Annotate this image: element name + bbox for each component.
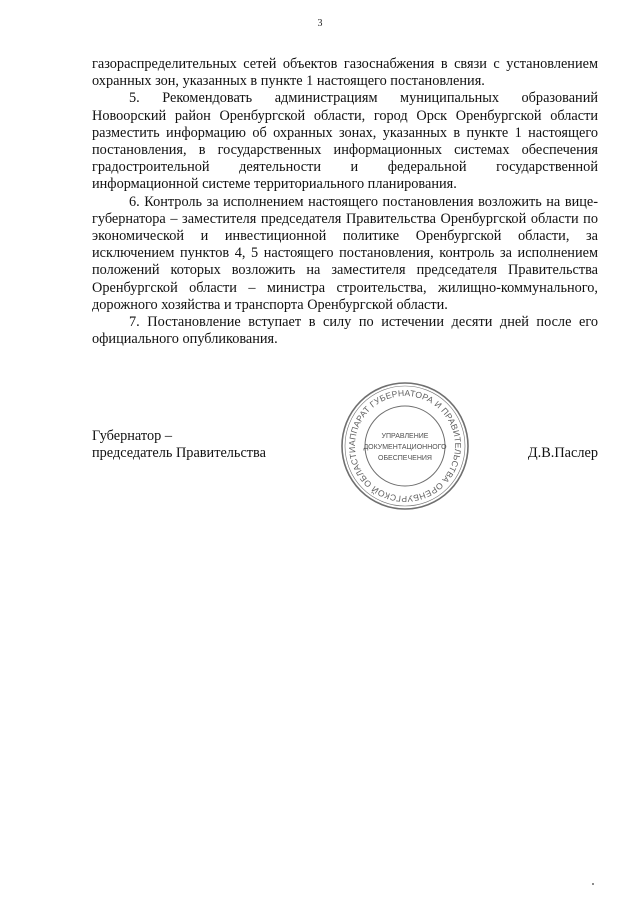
seal-icon	[339, 380, 471, 512]
page-number: 3	[317, 18, 323, 29]
seal-ring-text: АППАРАТ ГУБЕРНАТОРА И ПРАВИТЕЛЬСТВА ОРЕНБУРГСКОЙ ОБЛАСТИ	[346, 387, 464, 505]
paragraph-6: 6. Контроль за исполнением настоящего постановления возложить на вице-губернатора – заместителя председателя Правительства Оренбургской области по экономической и инвестиционной политике Оренбургской области, за исключением пунктов 4, 5 настоящего постановления, контроль за исполнением положений которых возложить на заместителя председателя Правительства Оренбургской области – министра строительства, жилищно-коммунального, дорожного хозяйства и транспорта Оренбургской области.	[92, 193, 598, 313]
signatory-name: Д.В.Паслер	[527, 445, 598, 461]
paragraph-continuation: газораспределительных сетей объектов газоснабжения в связи с установлением охранных зон, указанных в пункте 1 настоящего постановления.	[92, 56, 598, 90]
paragraph-7: 7. Постановление вступает в силу по истечении десяти дней после его официального опубликования.	[92, 314, 598, 348]
document-body	[92, 56, 598, 348]
signatory-position	[92, 428, 266, 462]
scan-mark	[592, 883, 594, 885]
official-seal	[339, 380, 471, 512]
signatory-position-line-1: Губернатор –	[92, 428, 172, 444]
seal-center-line-1: УПРАВЛЕНИЕ	[381, 433, 429, 440]
signatory-position-line-2: председатель Правительства	[92, 445, 266, 462]
seal-center-line-3: ОБЕСПЕЧЕНИЯ	[378, 455, 432, 462]
seal-center-line-2: ДОКУМЕНТАЦИОННОГО	[363, 444, 447, 451]
paragraph-5: 5. Рекомендовать администрациям муниципальных образований Новоорский район Оренбургской области, город Орск Оренбургской области разместить информацию об охранных зонах, указанных в пункте 1 настоящего постановления, в государственных информационных системах обеспечения градостроительной деятельности и федеральной государственной информационной системе территориального планирования.	[92, 90, 598, 193]
